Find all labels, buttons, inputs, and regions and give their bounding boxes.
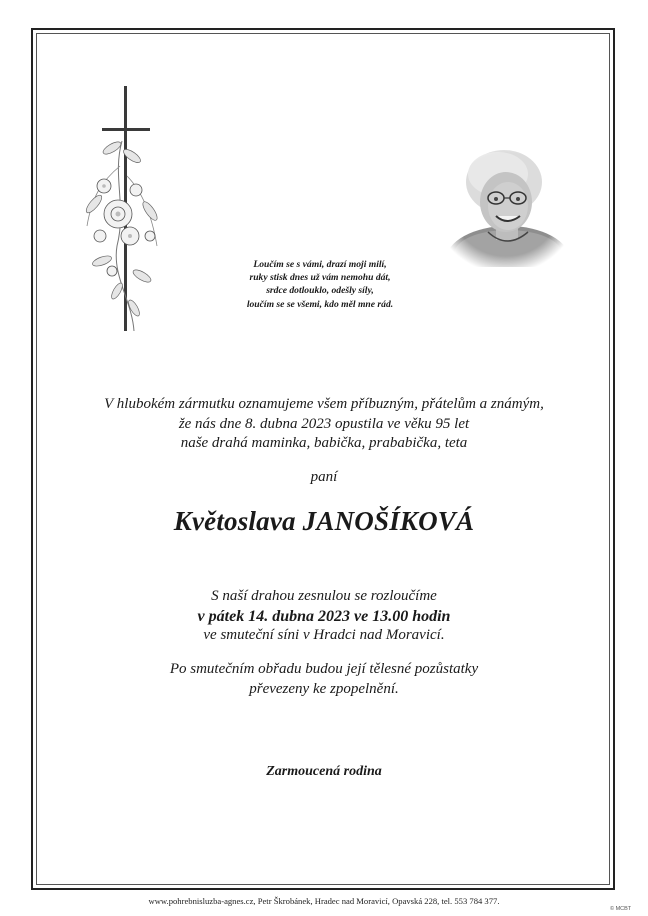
announcement-text — [60, 395, 588, 454]
title-word: paní — [310, 469, 338, 485]
announcement-line: že nás dne 8. dubna 2023 opustila ve věku 95 let — [178, 415, 470, 432]
funeral-info — [60, 587, 588, 646]
portrait-photo — [440, 142, 572, 267]
cremation-line: Po smutečním obřadu budou její tělesné pozůstatky — [169, 661, 479, 677]
funeral-place-line: ve smuteční síni v Hradci nad Moravicí. — [203, 627, 445, 643]
announcement-line: V hlubokém zármutku oznamujeme všem příbuzným, přátelům a známým, — [104, 396, 544, 412]
cross-with-flowers-icon — [72, 86, 172, 336]
footer-contact: www.pohrebnisluzba-agnes.cz, Petr Škrobánek, Hradec nad Moravicí, Opavská 228, tel. 553 784 377. — [148, 896, 500, 906]
signature: Zarmoucená rodina — [266, 764, 382, 779]
poem — [200, 258, 440, 311]
poem-line: loučím se se všemi, kdo měl mne rád. — [246, 298, 394, 310]
funeral-date-line: v pátek 14. dubna 2023 ve 13.00 hodin — [197, 607, 451, 625]
cremation-line: převezeny ke zpopelnění. — [249, 680, 399, 697]
announcement-line: naše drahá maminka, babička, prababička, teta — [180, 435, 468, 451]
copyright-mark: © MCBT — [610, 906, 632, 912]
poem-line: Loučím se s vámi, drazí moji milí, — [253, 259, 387, 270]
funeral-intro-line: S naší drahou zesnulou se rozloučíme — [211, 588, 437, 604]
poem-line: ruky stisk dnes už vám nemohu dát, — [249, 272, 391, 284]
cremation-info — [60, 660, 588, 699]
poem-line: srdce dotlouklo, odešly síly, — [266, 285, 374, 297]
deceased-name: Květoslava JANOŠÍKOVÁ — [173, 506, 475, 536]
